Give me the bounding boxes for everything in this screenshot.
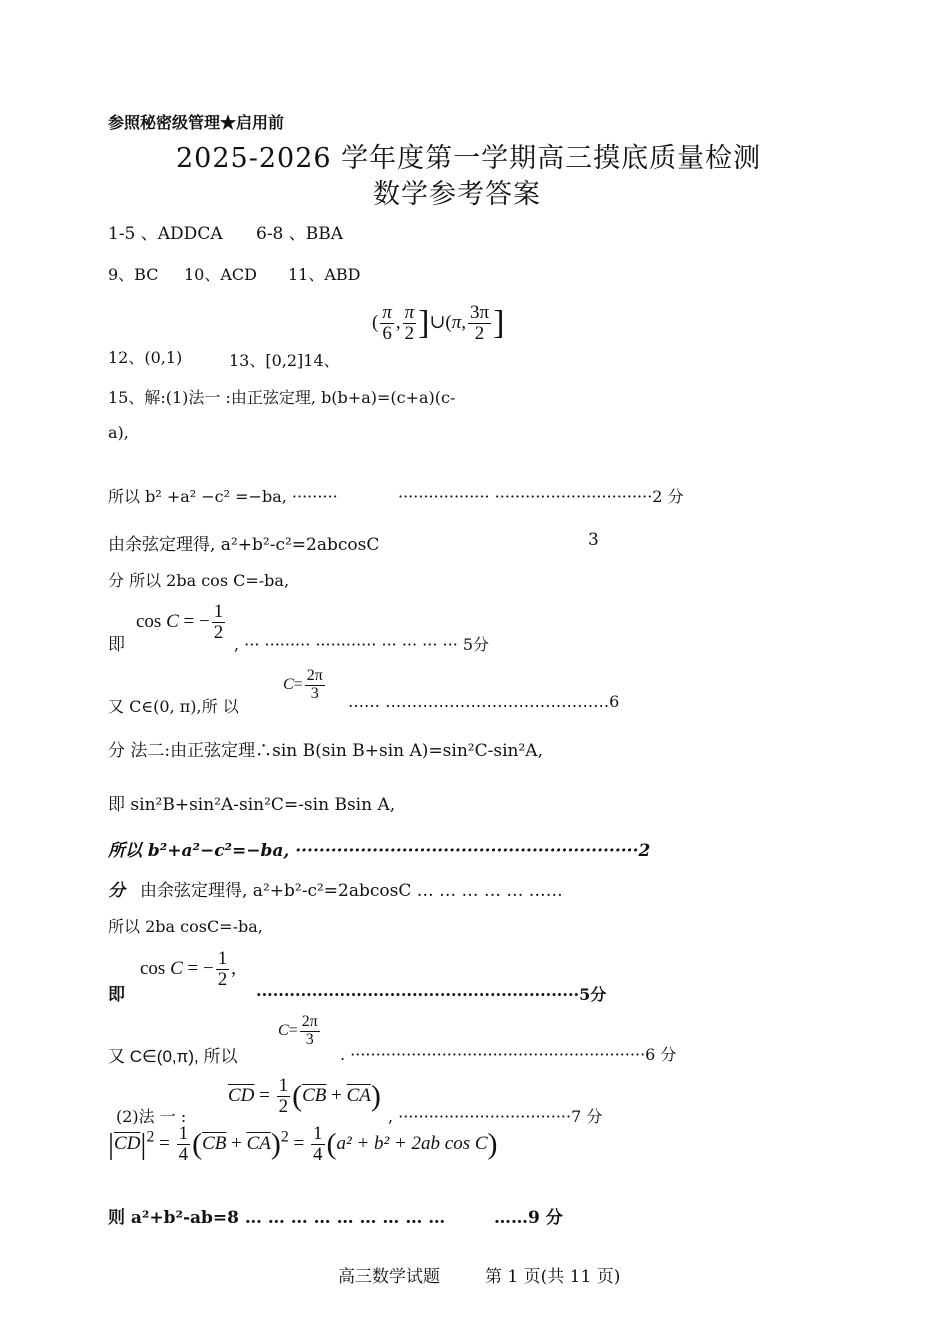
q15-line2: a), xyxy=(108,423,129,442)
vector-cd-squared-formula: $|\overline{CD}|^2$ = $\frac{1}{4}$ $(\overline{CB} + \overline{CA})^2$ = $\frac{1}{4}$ (a² + b² + 2ab cos C) xyxy=(108,1123,498,1165)
classification-label: 参照秘密级管理★启用前 xyxy=(108,113,285,132)
answer-9: 9、BC xyxy=(108,265,159,284)
cos-c-formula-2: cos C = − $\frac{1}{2}$ , xyxy=(140,948,236,990)
q15-line3: 所以 b² +a² −c² =−ba, ········· xyxy=(108,487,338,506)
q15-line14-score: . ··························································6 分 xyxy=(340,1045,677,1064)
q15-line8: 分 法二:由正弦定理∴sin B(sin B+sin A)=sin²C-sin²A, xyxy=(108,741,543,761)
q15-part2-label: (2)法 一 : xyxy=(116,1107,187,1126)
q15-line7-score: …… ……………………………………6 xyxy=(348,692,620,711)
q15-line14-prefix: 又 C∈(0,π), 所以 xyxy=(108,1047,238,1066)
answer-11: 11、ABD xyxy=(288,265,361,284)
answer-title: 数学参考答案 xyxy=(373,179,541,210)
q15-line11: 由余弦定理得, a²+b²-c²=2abcosC … … … … … …… xyxy=(140,881,563,901)
q15-line4-score: 3 xyxy=(588,530,599,550)
answer-13-14: 13、[0,2]14、 xyxy=(229,351,340,370)
q15-part2-score: , ··································7 分 xyxy=(388,1107,603,1126)
q15-line17-score: ……9 分 xyxy=(494,1208,563,1228)
q15-line3-score: ·················· ·······························2 分 xyxy=(398,487,684,506)
q15-line17: 则 a²+b²-ab=8 … … … … … … … … … xyxy=(108,1208,446,1228)
c-value-formula-1: C= $\frac{2\pi}{3}$ xyxy=(283,667,323,702)
vector-cd-formula: $\overline{CD}$ = $\frac{1}{2}$ $(\overline{CB} + \overline{CA})$ xyxy=(228,1075,381,1117)
q15-line13-prefix: 即 xyxy=(108,985,125,1005)
q15-line6-prefix: 即 xyxy=(108,635,125,655)
c-value-formula-2: C= $\frac{2\pi}{3}$ xyxy=(278,1013,318,1048)
q15-line9: 即 sin²B+sin²A-sin²C=-sin Bsin A, xyxy=(108,795,396,815)
q15-line10: 所以 b²+a²−c²=−ba, ··························································2 xyxy=(108,841,651,861)
q15-line13-score: ··························································5分 xyxy=(256,985,607,1004)
q15-line7-prefix: 又 C∈(0, π),所 以 xyxy=(108,697,239,716)
answer-10: 10、ACD xyxy=(184,265,257,284)
answer-12: 12、(0,1) xyxy=(108,348,183,367)
answers-1-5: 1-5 、ADDCA xyxy=(108,224,223,244)
q15-line6-score: , ··· ········· ············ ··· ··· ··· ··· 5分 xyxy=(234,635,490,654)
answer-14-interval: ( $\frac{\pi}{6}$ , $\frac{\pi}{2}$ ]∪(π, $\frac{3\pi}{2}$ ] xyxy=(372,302,505,344)
footer-page-number: 第 1 页(共 11 页) xyxy=(485,1267,621,1287)
q15-line1: 15、解:(1)法一 :由正弦定理, b(b+a)=(c+a)(c- xyxy=(108,388,456,407)
q15-line5: 分 所以 2ba cos C=-ba, xyxy=(108,571,290,590)
footer-subject: 高三数学试题 xyxy=(338,1267,440,1287)
q15-line4: 由余弦定理得, a²+b²-c²=2abcosC xyxy=(108,535,380,555)
answers-6-8: 6-8 、BBA xyxy=(256,224,344,244)
exam-title: 2025-2026 学年度第一学期高三摸底质量检测 xyxy=(176,143,762,174)
q15-line11-label: 分 xyxy=(108,881,125,901)
q15-line12: 所以 2ba cosC=-ba, xyxy=(108,917,263,936)
cos-c-formula-1: cos C = − $\frac{1}{2}$ xyxy=(136,601,224,643)
